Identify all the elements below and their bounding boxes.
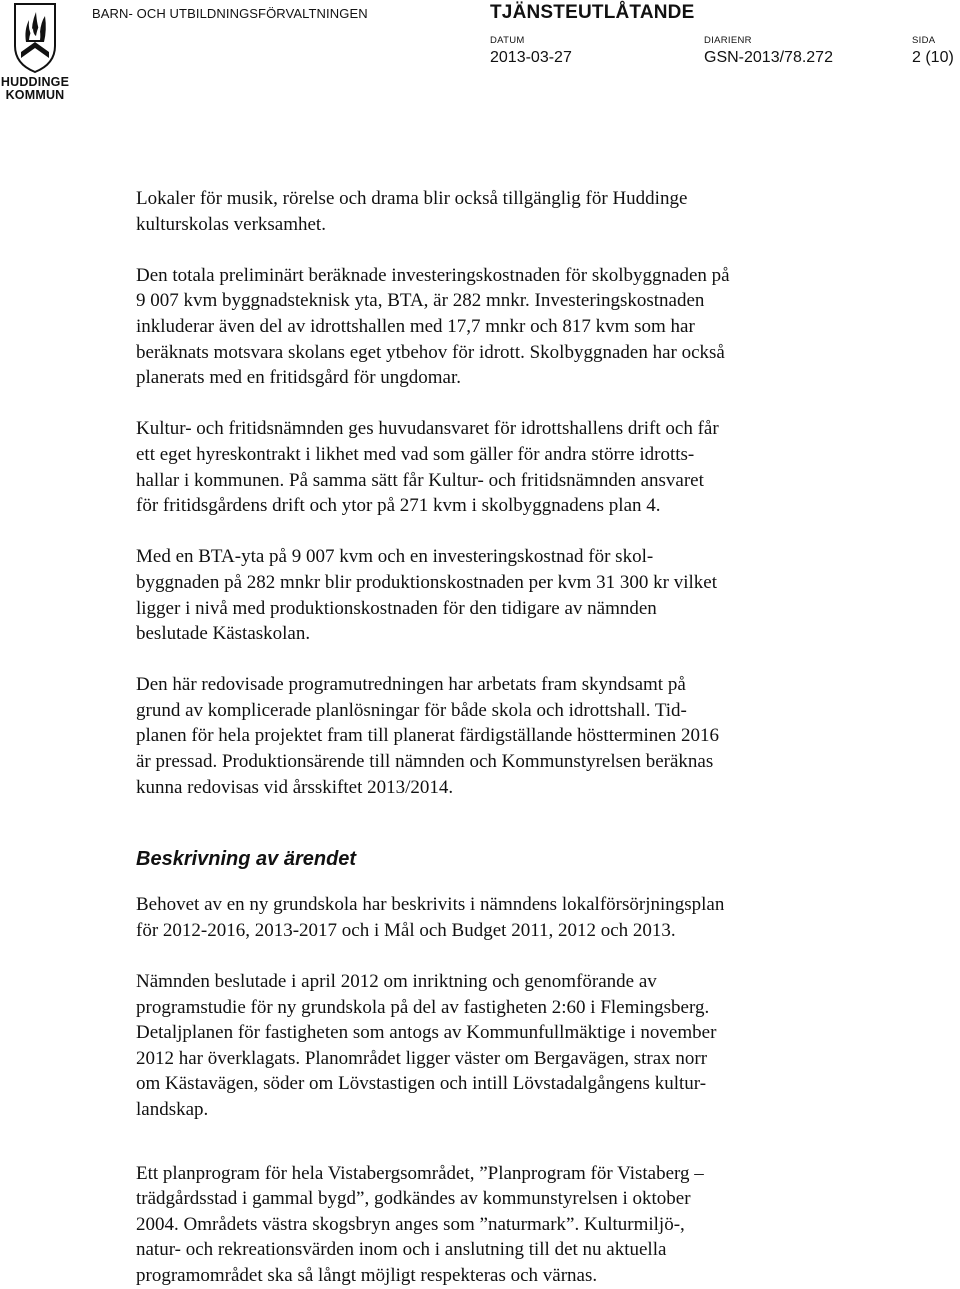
diarienr-value: GSN-2013/78.272 xyxy=(704,49,833,66)
coat-of-arms-icon xyxy=(12,2,58,74)
paragraph: Den totala preliminärt beräknade investeringskostnaden för skolbyggnaden på 9 007 kvm byggnadsteknisk yta, BTA, är 282 mnkr. Investeringskostnaden inkluderar även del av idrottshallen med 17,7 mnkr och 817 kvm som har beräknats motsvara skolans eget ytbehov för idrott. Skolbyggnaden har också planerats med en fritidsgård för ungdomar. xyxy=(136,264,730,389)
paragraph: Med en BTA-yta på 9 007 kvm och en investeringskostnad för skol- byggnaden på 282 mnkr blir produktionskostnaden per kvm 31 300 kr vilket ligger i nivå med produktionskostnaden för den tidigare av nämnden beslutade Kästaskolan. xyxy=(136,546,717,645)
department-name: BARN- OCH UTBILDNINGSFÖRVALTNINGEN xyxy=(92,6,368,21)
paragraph: Kultur- och fritidsnämnden ges huvudansvaret för idrottshallens drift och får ett eget hyreskontrakt i likhet med vad som gäller för andra större idrotts- hallar i kommunen. På samma sätt får Kultur- och fritidsnämnden ansvaret för fritidsgårdens drift och ytor på 271 kvm i skolbyggnadens plan 4. xyxy=(136,418,719,517)
section-heading: Beskrivning av ärendet xyxy=(136,848,357,871)
logo-text-line2: KOMMUN xyxy=(5,88,65,102)
paragraph: Ett planprogram för hela Vistabergsområdet, ”Planprogram för Vistaberg – trädgårdsstad i gammal bygd”, godkändes av kommunstyrelsen i oktober 2004. Områdets västra skogsbryn anges som ”naturmark”. Kulturmiljö-, natur- och rekreationsvärden inom och i anslutning till det nu aktuella programområdet ska så långt möjligt respekteras och värnas. xyxy=(136,1162,704,1286)
paragraph: Behovet av en ny grundskola har beskrivits i nämndens lokalförsörjningsplan för 2012-2016, 2013-2017 och i Mål och Budget 2011, 2012 och 2013. xyxy=(136,894,725,941)
date-label: DATUM xyxy=(490,35,525,46)
logo-text-line1: HUDDINGE xyxy=(0,75,70,89)
page-label: SIDA xyxy=(912,35,936,46)
municipality-logo xyxy=(0,2,70,106)
paragraph: Nämnden beslutade i april 2012 om inriktning och genomförande av programstudie för ny grundskola på del av fastigheten 2:60 i Flemingsberg. Detaljplanen för fastigheten som antogs av Kommunfullmäktige i november 2012 har överklagats. Planområdet ligger väster om Bergavägen, strax norr om Kästavägen, söder om Lövstastigen och intill Lövstadalgångens kultur- landskap. xyxy=(136,971,717,1120)
date-value: 2013-03-27 xyxy=(490,49,572,66)
document-type: TJÄNSTEUTLÅTANDE xyxy=(490,2,695,23)
page-number: 2 (10) xyxy=(912,49,954,66)
diarienr-label: DIARIENR xyxy=(704,35,752,46)
paragraph: Den här redovisade programutredningen har arbetats fram skyndsamt på grund av komplicerade planlösningar för både skola och idrottshall. Tid- planen för hela projektet fram till planerat färdigställande höstterminen 2016 är pressad. Produktionsärende till nämnden och Kommunstyrelsen beräknas kunna redovisas vid årsskiftet 2013/2014. xyxy=(136,674,719,798)
paragraph: Lokaler för musik, rörelse och drama blir också tillgänglig för Huddinge kulturskolas verksamhet. xyxy=(136,188,688,235)
document-body xyxy=(136,186,826,1289)
